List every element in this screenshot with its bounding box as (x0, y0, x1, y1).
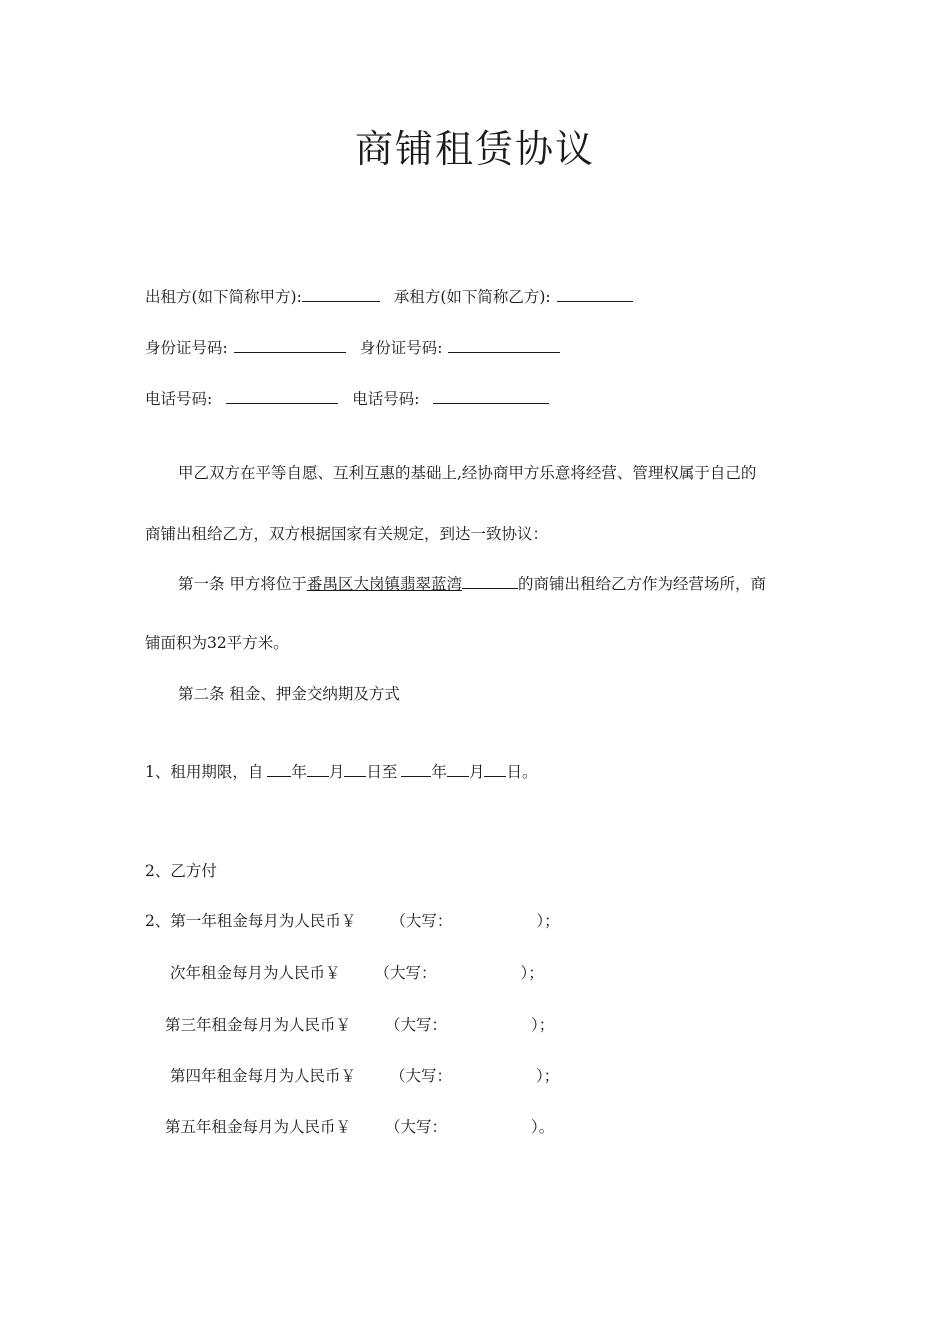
rent-end: ）； (536, 912, 560, 930)
article-1-location-blank[interactable] (462, 572, 518, 589)
lessee-phone-field[interactable] (433, 387, 549, 404)
article-1-location[interactable]: 番禺区大岗镇翡翠蓝湾 (306, 575, 462, 593)
phone-row (145, 387, 549, 410)
rent-capital-label: （大写： (390, 1067, 453, 1085)
lessee-id-label: 身份证号码: (359, 339, 443, 357)
end-year-unit: 年 (431, 763, 447, 781)
article-1-prefix: 第一条 甲方将位于 (178, 575, 307, 593)
lessor-id-field[interactable] (234, 336, 346, 353)
lessor-phone-field[interactable] (226, 387, 338, 404)
lessee-label: 承租方(如下简称乙方): (393, 288, 551, 306)
rent-capital-label: （大写： (385, 1016, 448, 1034)
article-1-line-2: 铺面积为32平方米。 (145, 634, 289, 652)
lessor-id-label: 身份证号码: (145, 339, 228, 357)
end-year-field[interactable] (401, 760, 431, 777)
start-day-unit: 日至 (366, 763, 398, 781)
intro-line-1: 甲乙双方在平等自愿、互利互惠的基础上,经协商甲方乐意将经营、管理权属于自己的 (178, 464, 757, 482)
rent-capital-label: （大写： (374, 964, 437, 982)
rent-row-year-2 (170, 962, 544, 984)
lessor-name-field[interactable] (302, 285, 380, 302)
payment-line: 2、乙方付 (145, 862, 217, 880)
rent-end: ）； (531, 1016, 555, 1034)
end-month-unit: 月 (468, 763, 485, 781)
rent-label: 第四年租金每月为人民币￥ (170, 1067, 357, 1085)
start-year-unit: 年 (291, 763, 307, 781)
rent-end: ）； (536, 1067, 560, 1085)
lessor-label: 出租方(如下简称甲方): (145, 288, 302, 306)
rent-end: ）。 (531, 1118, 555, 1136)
lessor-phone-label: 电话号码: (145, 390, 213, 408)
article-1-line-1 (178, 572, 766, 595)
end-month-field[interactable] (447, 760, 469, 777)
article-1-suffix: 的商铺出租给乙方作为经营场所，商 (517, 575, 766, 593)
rent-row-year-1 (145, 910, 560, 932)
rent-capital-label: （大写： (390, 912, 453, 930)
rent-label: 第三年租金每月为人民币￥ (165, 1016, 352, 1034)
document-title: 商铺租赁协议 (354, 127, 595, 171)
start-month-unit: 月 (328, 763, 345, 781)
end-day-unit: 日。 (506, 763, 538, 781)
start-year-field[interactable] (267, 760, 291, 777)
id-row (145, 336, 560, 359)
lease-term-row (145, 760, 537, 783)
rent-label: 第五年租金每月为人民币￥ (165, 1118, 352, 1136)
lessee-id-field[interactable] (448, 336, 560, 353)
parties-row (145, 285, 633, 308)
end-day-field[interactable] (484, 760, 506, 777)
start-month-field[interactable] (307, 760, 329, 777)
rent-label: 2、第一年租金每月为人民币￥ (145, 912, 357, 930)
rent-row-year-4 (170, 1065, 559, 1087)
rent-capital-label: （大写： (385, 1118, 448, 1136)
rent-row-year-5 (165, 1116, 554, 1138)
lease-term-prefix: 1、租用期限，自 (145, 763, 264, 781)
lessee-name-field[interactable] (557, 285, 633, 302)
intro-line-2: 商铺出租给乙方，双方根据国家有关规定，到达一致协议： (145, 525, 549, 543)
rent-end: ）； (520, 964, 544, 982)
start-day-field[interactable] (344, 760, 366, 777)
rent-row-year-3 (165, 1014, 554, 1036)
article-2-heading: 第二条 租金、押金交纳期及方式 (178, 685, 400, 703)
lessee-phone-label: 电话号码: (352, 390, 420, 408)
rent-label: 次年租金每月为人民币￥ (170, 964, 341, 982)
